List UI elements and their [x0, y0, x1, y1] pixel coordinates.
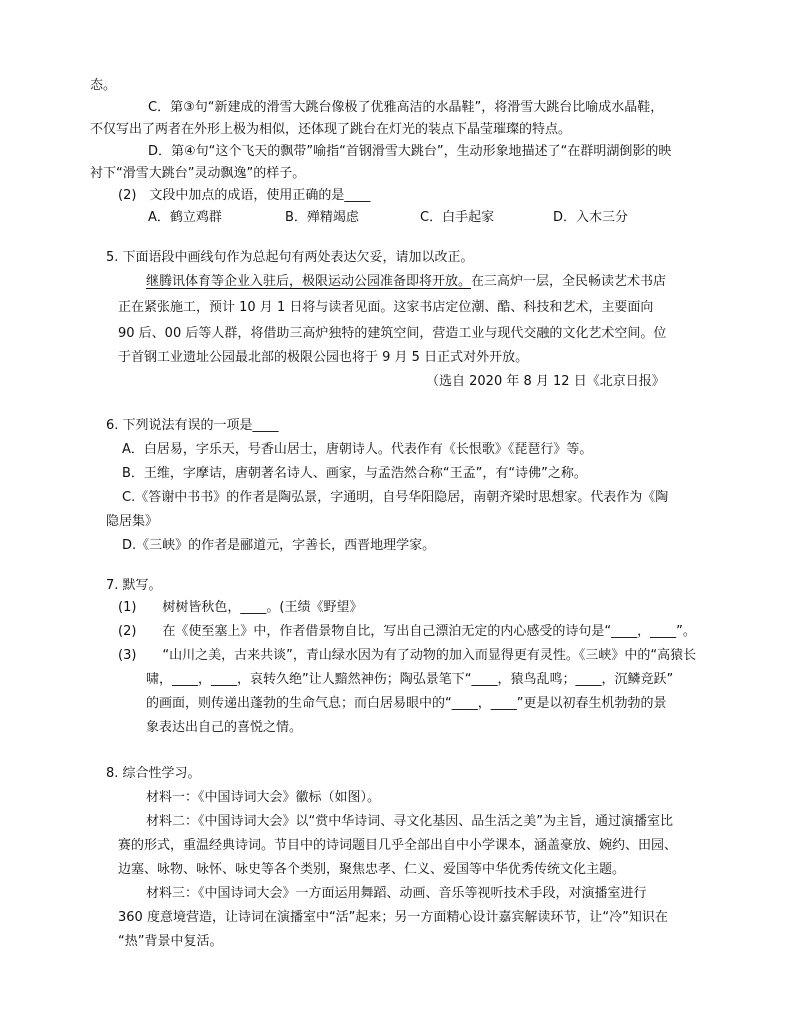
q5-source: （选自 2020 年 8 月 12 日《北京日报》 [426, 374, 665, 389]
q5-stem: 5. 下面语段中画线句作为总起句有两处表达欠妥，请加以改正。 [106, 250, 474, 265]
q4-option-c-line-1: C．第③句“新建成的滑雪大跳台像极了优雅高洁的水晶鞋”，将滑雪大跳台比喻成水晶鞋， [148, 100, 664, 115]
q4-line-1: 态。 [90, 78, 117, 93]
q6-option-c-line-1: C.《答谢中书书》的作者是陶弘景，字通明，自号华阳隐居，南朝齐梁时思想家。代表作为《陶 [122, 490, 669, 505]
q8-material-2-line-1: 材料二：《中国诗词大会》以“赏中华诗词、寻文化基因、品生活之美”为主旨，通过演播室比 [146, 814, 673, 829]
q5-paragraph-line-3: 90 后、00 后等人群，将借助三高炉独特的建筑空间，营造工业与现代交融的文化艺术空间。位 [118, 326, 667, 341]
q7-stem: 7. 默写。 [106, 578, 162, 593]
q4-option-c: C．白手起家 [420, 210, 495, 225]
q8-material-2-line-2: 赛的形式，重温经典诗词。节目中的诗词题目几乎全部出自中小学课本，涵盖豪放、婉约、田园、 [118, 838, 678, 853]
q4-option-a: A．鹤立鸡群 [148, 210, 222, 225]
q6-option-b: B．王维，字摩诘，唐朝著名诗人、画家，与孟浩然合称“王孟”，有“诗佛”之称。 [122, 466, 587, 481]
q5-paragraph-line-1 [146, 272, 666, 292]
q6-option-d: D.《三峡》的作者是郦道元，字善长，西晋地理学家。 [122, 538, 436, 553]
q7-sub-3-line-4: 象表达出自己的喜悦之情。 [146, 720, 303, 735]
q8-material-3-line-3: “热”背景中复活。 [118, 934, 223, 949]
q8-stem: 8. 综合性学习。 [106, 766, 201, 781]
q7-sub-3-line-1: (3) “山川之美，古来共谈”，青山绿水因为有了动物的加入而显得更有灵性。《三峡》中的“高猿长 [118, 648, 697, 663]
q8-material-3-line-1: 材料三：《中国诗词大会》一方面运用舞蹈、动画、音乐等视听技术手段，对演播室进行 [146, 886, 647, 901]
q6-option-c-line-2: 隐居集》 [106, 514, 159, 529]
q4-option-c-line-2: 不仅写出了两者在外形上极为相似，还体现了跳台在灯光的装点下晶莹璀璨的特点。 [90, 122, 572, 137]
q4-option-d: D．入木三分 [553, 210, 629, 225]
q4-sub-question-2: (2) 文段中加点的成语，使用正确的是____ [118, 188, 371, 203]
q8-material-2-line-3: 边塞、咏物、咏怀、咏史等各个类别，聚焦忠孝、仁义、爱国等中华优秀传统文化主题。 [118, 862, 626, 877]
q4-option-d-line-2: 衬下“滑雪大跳台”灵动飘逸”的样子。 [90, 166, 306, 181]
q6-option-a: A．白居易，字乐天，号香山居士，唐朝诗人。代表作有《长恨歌》《琵琶行》等。 [122, 442, 593, 457]
q5-paragraph-line-4: 于首钢工业遗址公园最北部的极限公园也将于 9 月 5 日正式对外开放。 [118, 350, 529, 365]
q7-sub-3-line-2: 啸，____，____，哀转久绝”让人黯然神伤；陶弘景笔下“____，猿鸟乱鸣；____，沉鳞竞跃” [146, 672, 674, 687]
q4-option-d-line-1: D．第④句“这个飞天的飘带”喻指“首钢滑雪大跳台”，生动形象地描述了“在群明湖倒影的映 [148, 144, 672, 159]
q7-sub-1: (1) 树树皆秋色，____。(王绩《野望》 [118, 600, 363, 615]
q5-paragraph-line-1-rest: 在三高炉一层，全民畅读艺术书店 [471, 274, 667, 289]
q8-material-3-line-2: 360 度意境营造，让诗词在演播室中“活”起来；另一方面精心设计嘉宾解读环节，让“冷”知识在 [118, 910, 668, 925]
q6-stem: 6. 下列说法有误的一项是____ [106, 418, 279, 433]
q7-sub-2: (2) 在《使至塞上》中，作者借景物自比，写出自己漂泊无定的内心感受的诗句是“____，____”。 [118, 624, 696, 639]
q5-paragraph-line-2: 正在紧张施工，预计 10 月 1 日将与读者见面。这家书店定位潮、酷、科技和艺术，主要面向 [118, 300, 654, 315]
q7-sub-3-line-3: 的画面，则传递出蓬勃的生命气息；而白居易眼中的“____，____”更是以初春生机勃勃的景 [146, 696, 667, 711]
q4-option-b: B．殚精竭虑 [285, 210, 359, 225]
q8-material-1: 材料一：《中国诗词大会》徽标（如图）。 [146, 790, 381, 805]
q5-underlined-sentence: 继腾讯体育等企业入驻后，极限运动公园准备即将开放。 [146, 274, 472, 289]
